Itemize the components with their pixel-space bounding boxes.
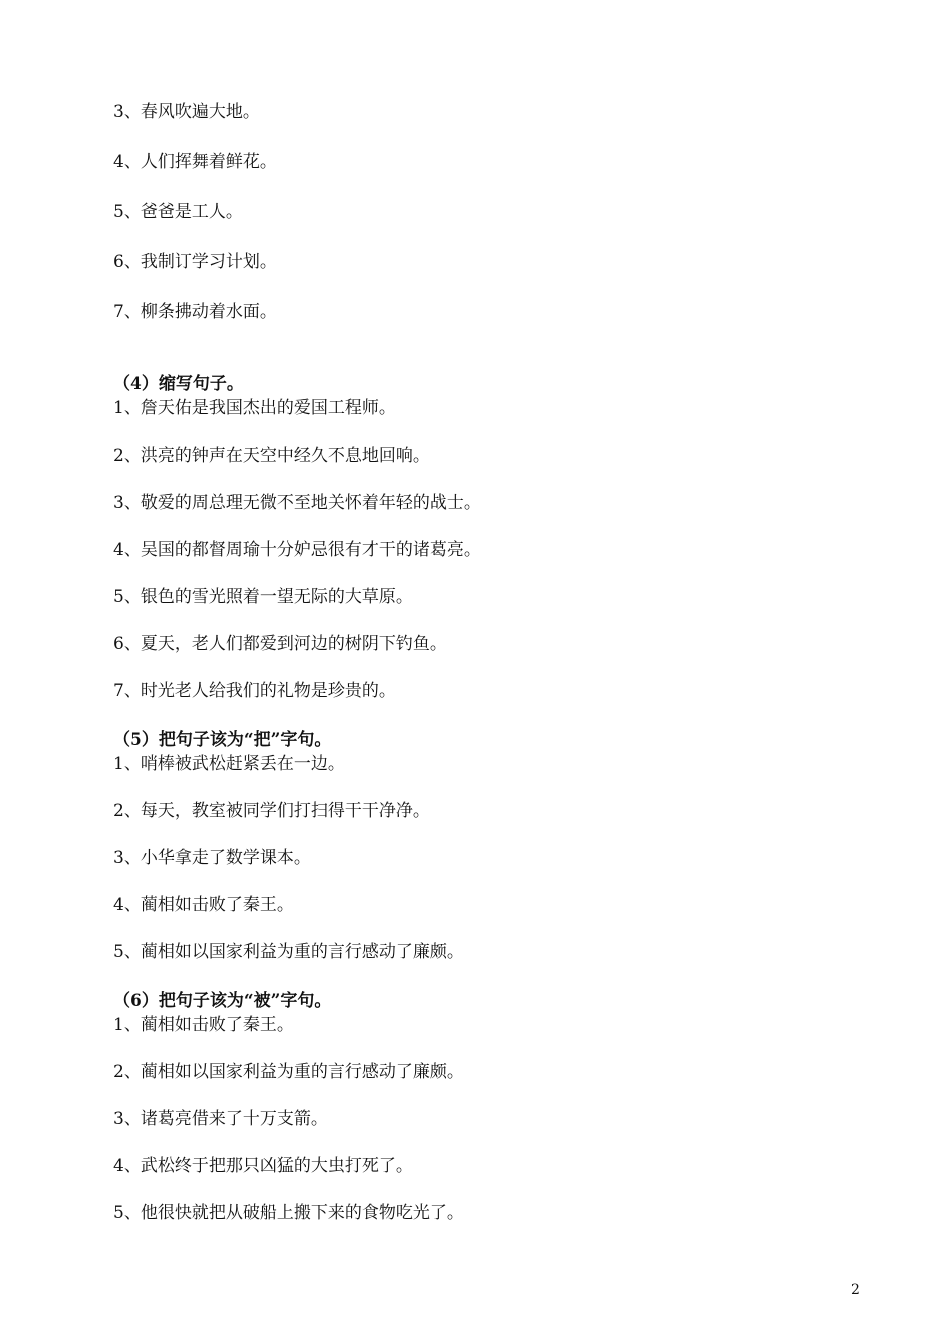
- section-heading-5: （5）把句子该为“把”字句。: [113, 730, 332, 750]
- sentence-item: 3、小华拿走了数学课本。: [113, 848, 311, 868]
- sentence-item: 5、他很快就把从破船上搬下来的食物吃光了。: [113, 1203, 464, 1223]
- section-heading-4: （4）缩写句子。: [113, 374, 244, 394]
- sentence-item: 1、哨棒被武松赶紧丢在一边。: [113, 754, 345, 774]
- section-heading-6: （6）把句子该为“被”字句。: [113, 991, 332, 1011]
- sentence-item: 2、洪亮的钟声在天空中经久不息地回响。: [113, 446, 430, 466]
- sentence-item: 2、每天，教室被同学们打扫得干干净净。: [113, 801, 430, 821]
- sentence-item: 2、蔺相如以国家利益为重的言行感动了廉颇。: [113, 1062, 464, 1082]
- sentence-item: 3、诸葛亮借来了十万支箭。: [113, 1109, 328, 1129]
- sentence-item: 5、爸爸是工人。: [113, 202, 243, 222]
- sentence-item: 4、吴国的都督周瑜十分妒忌很有才干的诸葛亮。: [113, 540, 481, 560]
- sentence-item: 5、蔺相如以国家利益为重的言行感动了廉颇。: [113, 942, 464, 962]
- page-number: 2: [851, 1282, 860, 1298]
- sentence-item: 3、敬爱的周总理无微不至地关怀着年轻的战士。: [113, 493, 481, 513]
- sentence-item: 3、春风吹遍大地。: [113, 102, 260, 122]
- sentence-item: 5、银色的雪光照着一望无际的大草原。: [113, 587, 413, 607]
- sentence-item: 1、詹天佑是我国杰出的爱国工程师。: [113, 398, 396, 418]
- sentence-item: 7、柳条拂动着水面。: [113, 302, 277, 322]
- sentence-item: 4、人们挥舞着鲜花。: [113, 152, 277, 172]
- sentence-item: 7、时光老人给我们的礼物是珍贵的。: [113, 681, 396, 701]
- sentence-item: 4、武松终于把那只凶猛的大虫打死了。: [113, 1156, 413, 1176]
- sentence-item: 6、我制订学习计划。: [113, 252, 277, 272]
- sentence-item: 6、夏天，老人们都爱到河边的树阴下钓鱼。: [113, 634, 447, 654]
- sentence-item: 4、蔺相如击败了秦王。: [113, 895, 294, 915]
- sentence-item: 1、蔺相如击败了秦王。: [113, 1015, 294, 1035]
